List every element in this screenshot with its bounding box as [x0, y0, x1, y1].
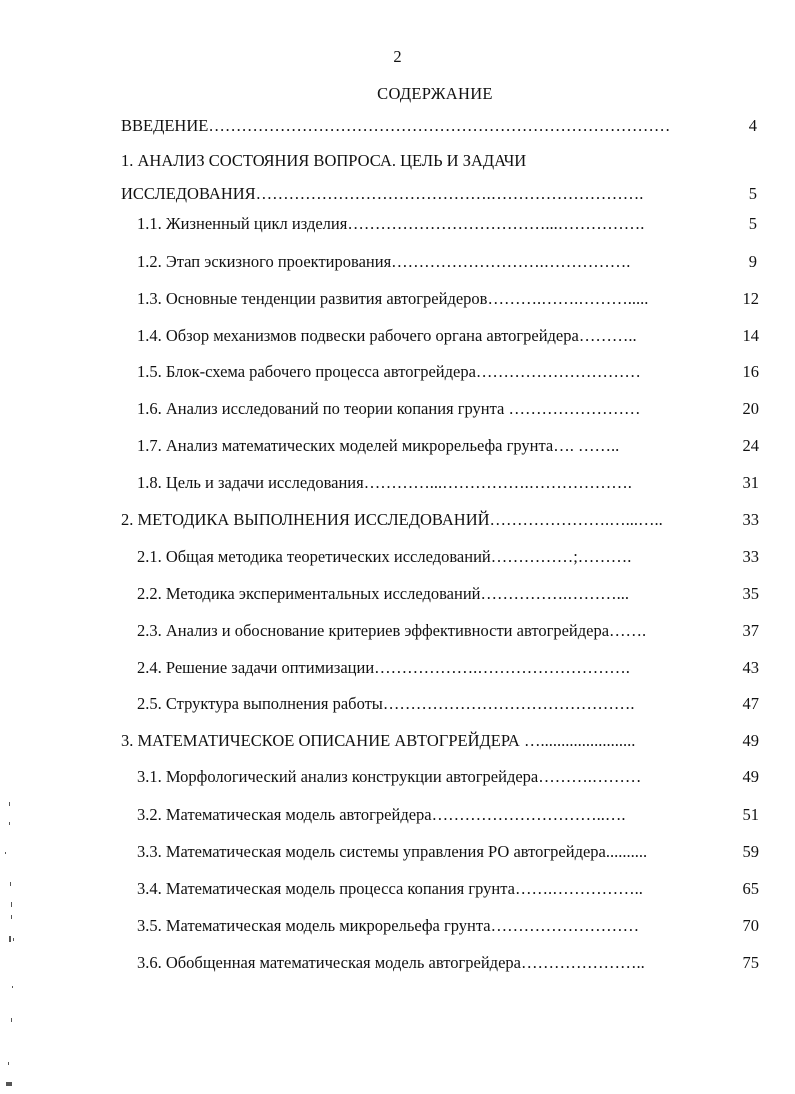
toc-entry-text: 3.3. Математическая модель системы управления РО автогрейдера.......... [137, 842, 648, 861]
toc-entry-text: 3.1. Морфологический анализ конструкции автогрейдера……….……… [137, 767, 642, 786]
toc-entry-text: 1.2. Этап эскизного проектирования……………………….……………. [137, 252, 631, 271]
toc-entry-page: 5 [748, 184, 757, 203]
scan-artifacts [0, 790, 20, 1090]
toc-entry-page: 35 [742, 584, 759, 603]
toc-entry-text: 1.5. Блок-схема рабочего процесса автогрейдера………………………… [137, 362, 641, 381]
toc-entry-text: 1.3. Основные тенденции развития автогрейдеров……….…….………..... [137, 289, 649, 308]
toc-entry-text: 1. АНАЛИЗ СОСТОЯНИЯ ВОПРОСА. ЦЕЛЬ И ЗАДАЧИ [121, 151, 527, 170]
toc-entry-text: 2.5. Структура выполнения работы………………………………………. [137, 694, 635, 713]
toc-entry-page: 33 [742, 547, 759, 566]
toc-entry-page: 31 [742, 473, 759, 492]
toc-entry-page: 9 [748, 252, 757, 271]
page-number: 2 [393, 47, 402, 66]
toc-entry-text: 3.5. Математическая модель микрорельефа грунта……………………… [137, 916, 640, 935]
toc-entry-page: 49 [742, 731, 759, 750]
toc-entry-page: 33 [742, 510, 759, 529]
toc-entry-page: 65 [742, 879, 759, 898]
toc-entry-page: 51 [742, 805, 759, 824]
toc-entry-page: 70 [742, 916, 759, 935]
toc-entry-text: 2.3. Анализ и обоснование критериев эффективности автогрейдера……. [137, 621, 647, 640]
toc-entry-text: 3.4. Математическая модель процесса копания грунта…….…………….. [137, 879, 643, 898]
toc-entry-text: 1.6. Анализ исследований по теории копания грунта …………………… [137, 399, 641, 418]
toc-entry-text: 2.4. Решение задачи оптимизации……………….………………………. [137, 658, 630, 677]
toc-title: СОДЕРЖАНИЕ [377, 84, 493, 103]
toc-entry-text: 1.8. Цель и задачи исследования…………...…………….………………. [137, 473, 632, 492]
toc-entry-text: ИССЛЕДОВАНИЯ…………………………………….………………………. [121, 184, 644, 203]
toc-entry-page: 16 [742, 362, 759, 381]
toc-entry-page: 75 [742, 953, 759, 972]
toc-entry-text: 3.6. Обобщенная математическая модель автогрейдера………………….. [137, 953, 645, 972]
toc-entry-page: 4 [748, 116, 757, 135]
toc-entry-page: 47 [742, 694, 759, 713]
toc-entry-page: 49 [742, 767, 759, 786]
toc-entry-page: 5 [748, 214, 757, 233]
toc-entry-page: 59 [742, 842, 759, 861]
toc-entry-text: 3. МАТЕМАТИЧЕСКОЕ ОПИСАНИЕ АВТОГРЕЙДЕРА …....................... [121, 731, 636, 750]
toc-entry-page: 14 [742, 326, 759, 345]
toc-entry-text: 2.1. Общая методика теоретических исследований……………;………. [137, 547, 632, 566]
toc-entry-page: 43 [742, 658, 759, 677]
toc-entry-page: 24 [742, 436, 759, 455]
toc-entry-text: 2. МЕТОДИКА ВЫПОЛНЕНИЯ ИССЛЕДОВАНИЙ………………….…...….. [121, 510, 663, 529]
toc-entry-text: 2.2. Методика экспериментальных исследований…………….………... [137, 584, 629, 603]
toc-entry-text: 3.2. Математическая модель автогрейдера…………………………..…. [137, 805, 626, 824]
toc-entry-text: 1.1. Жизненный цикл изделия………………………………...……………. [137, 214, 645, 233]
toc-entry-text: 1.7. Анализ математических моделей микрорельефа грунта…. …….. [137, 436, 620, 455]
toc-entry-text: 1.4. Обзор механизмов подвески рабочего органа автогрейдера……….. [137, 326, 637, 345]
toc-entry-page: 37 [742, 621, 759, 640]
toc-entry-page: 12 [742, 289, 759, 308]
toc-entry-text: ВВЕДЕНИЕ………………………………………………………………………… [121, 116, 671, 135]
toc-entry-page: 20 [742, 399, 759, 418]
